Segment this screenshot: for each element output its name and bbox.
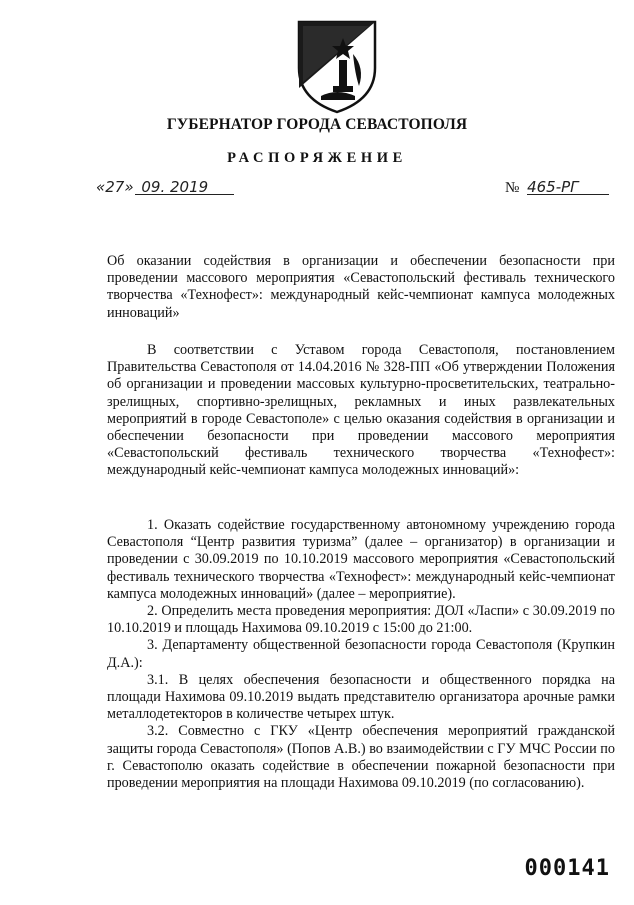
number-value: 465-РГ [527,178,579,196]
document-type: РАСПОРЯЖЕНИЕ [227,150,407,166]
order-item: 3.2. Совместно с ГКУ «Центр обеспечения мероприятий гражданской защиты города Севастополя» (Попов А.В.) во взаимодействии с ГУ МЧС России по г. Севастополю оказать содействие в обеспечении пожарной безопасности при проведении мероприятия на площади Нахимова 09.10.2019 (по согласованию). [107,723,615,792]
date-month-year: 09. 2019 [141,178,209,196]
serial-number: 000141 [524,856,610,881]
date-open-quote: « [96,178,106,196]
date-close-quote: » [124,178,134,196]
order-item: 3. Департаменту общественной безопасности города Севастополя (Крупкин Д.А.): [107,637,615,671]
sevastopol-coat-of-arms [293,18,381,114]
number-label: № [505,180,520,196]
subject-text: Об оказании содействия в организации и обеспечении безопасности при проведении массового мероприятия «Севастопольский фестиваль технического творчества «Технофест»: международный кейс-чемпионат кампуса молодежных инноваций» [107,253,615,321]
preamble-text: В соответствии с Уставом города Севастополя, постановлением Правительства Севастополя от 14.04.2016 № 328-ПП «Об утверждении Положения об организации и проведении массовых культурно-просветительских, театрально-зрелищных, спортивно-зрелищных, рекламных и иных развлекательных мероприятий в городе Севастополе» с целью оказания содействия в организации и обеспечении безопасности при проведении массового мероприятия «Севастопольский фестиваль технического творчества «Технофест»: международный кейс-чемпионат кампуса молодежных инноваций»: [107,342,615,479]
number-underline [527,194,609,195]
date-day: 27 [105,178,125,196]
issuer-title: ГУБЕРНАТОР ГОРОДА СЕВАСТОПОЛЯ [166,116,468,133]
order-items [107,517,615,792]
preamble [107,342,615,480]
date-underline [135,194,234,195]
order-item: 2. Определить места проведения мероприятия: ДОЛ «Ласпи» с 30.09.2019 по 10.10.2019 и площадь Нахимова 09.10.2019 с 15:00 до 21:00. [107,603,615,637]
order-item: 3.1. В целях обеспечения безопасности и общественного порядка на площади Нахимова 09.10.2019 выдать представителю организатора арочные рамки металлодетекторов в количестве четырех штук. [107,671,615,723]
order-item: 1. Оказать содействие государственному автономному учреждению города Севастополя “Центр развития туризма” (далее – организатор) в организации и проведении с 30.09.2019 по 10.10.2019 массового мероприятия «Севастопольский фестиваль технического творчества «Технофест»: международный кейс-чемпионат кампуса молодежных инноваций» (далее – мероприятие). [107,517,615,602]
document-subject [107,253,615,322]
